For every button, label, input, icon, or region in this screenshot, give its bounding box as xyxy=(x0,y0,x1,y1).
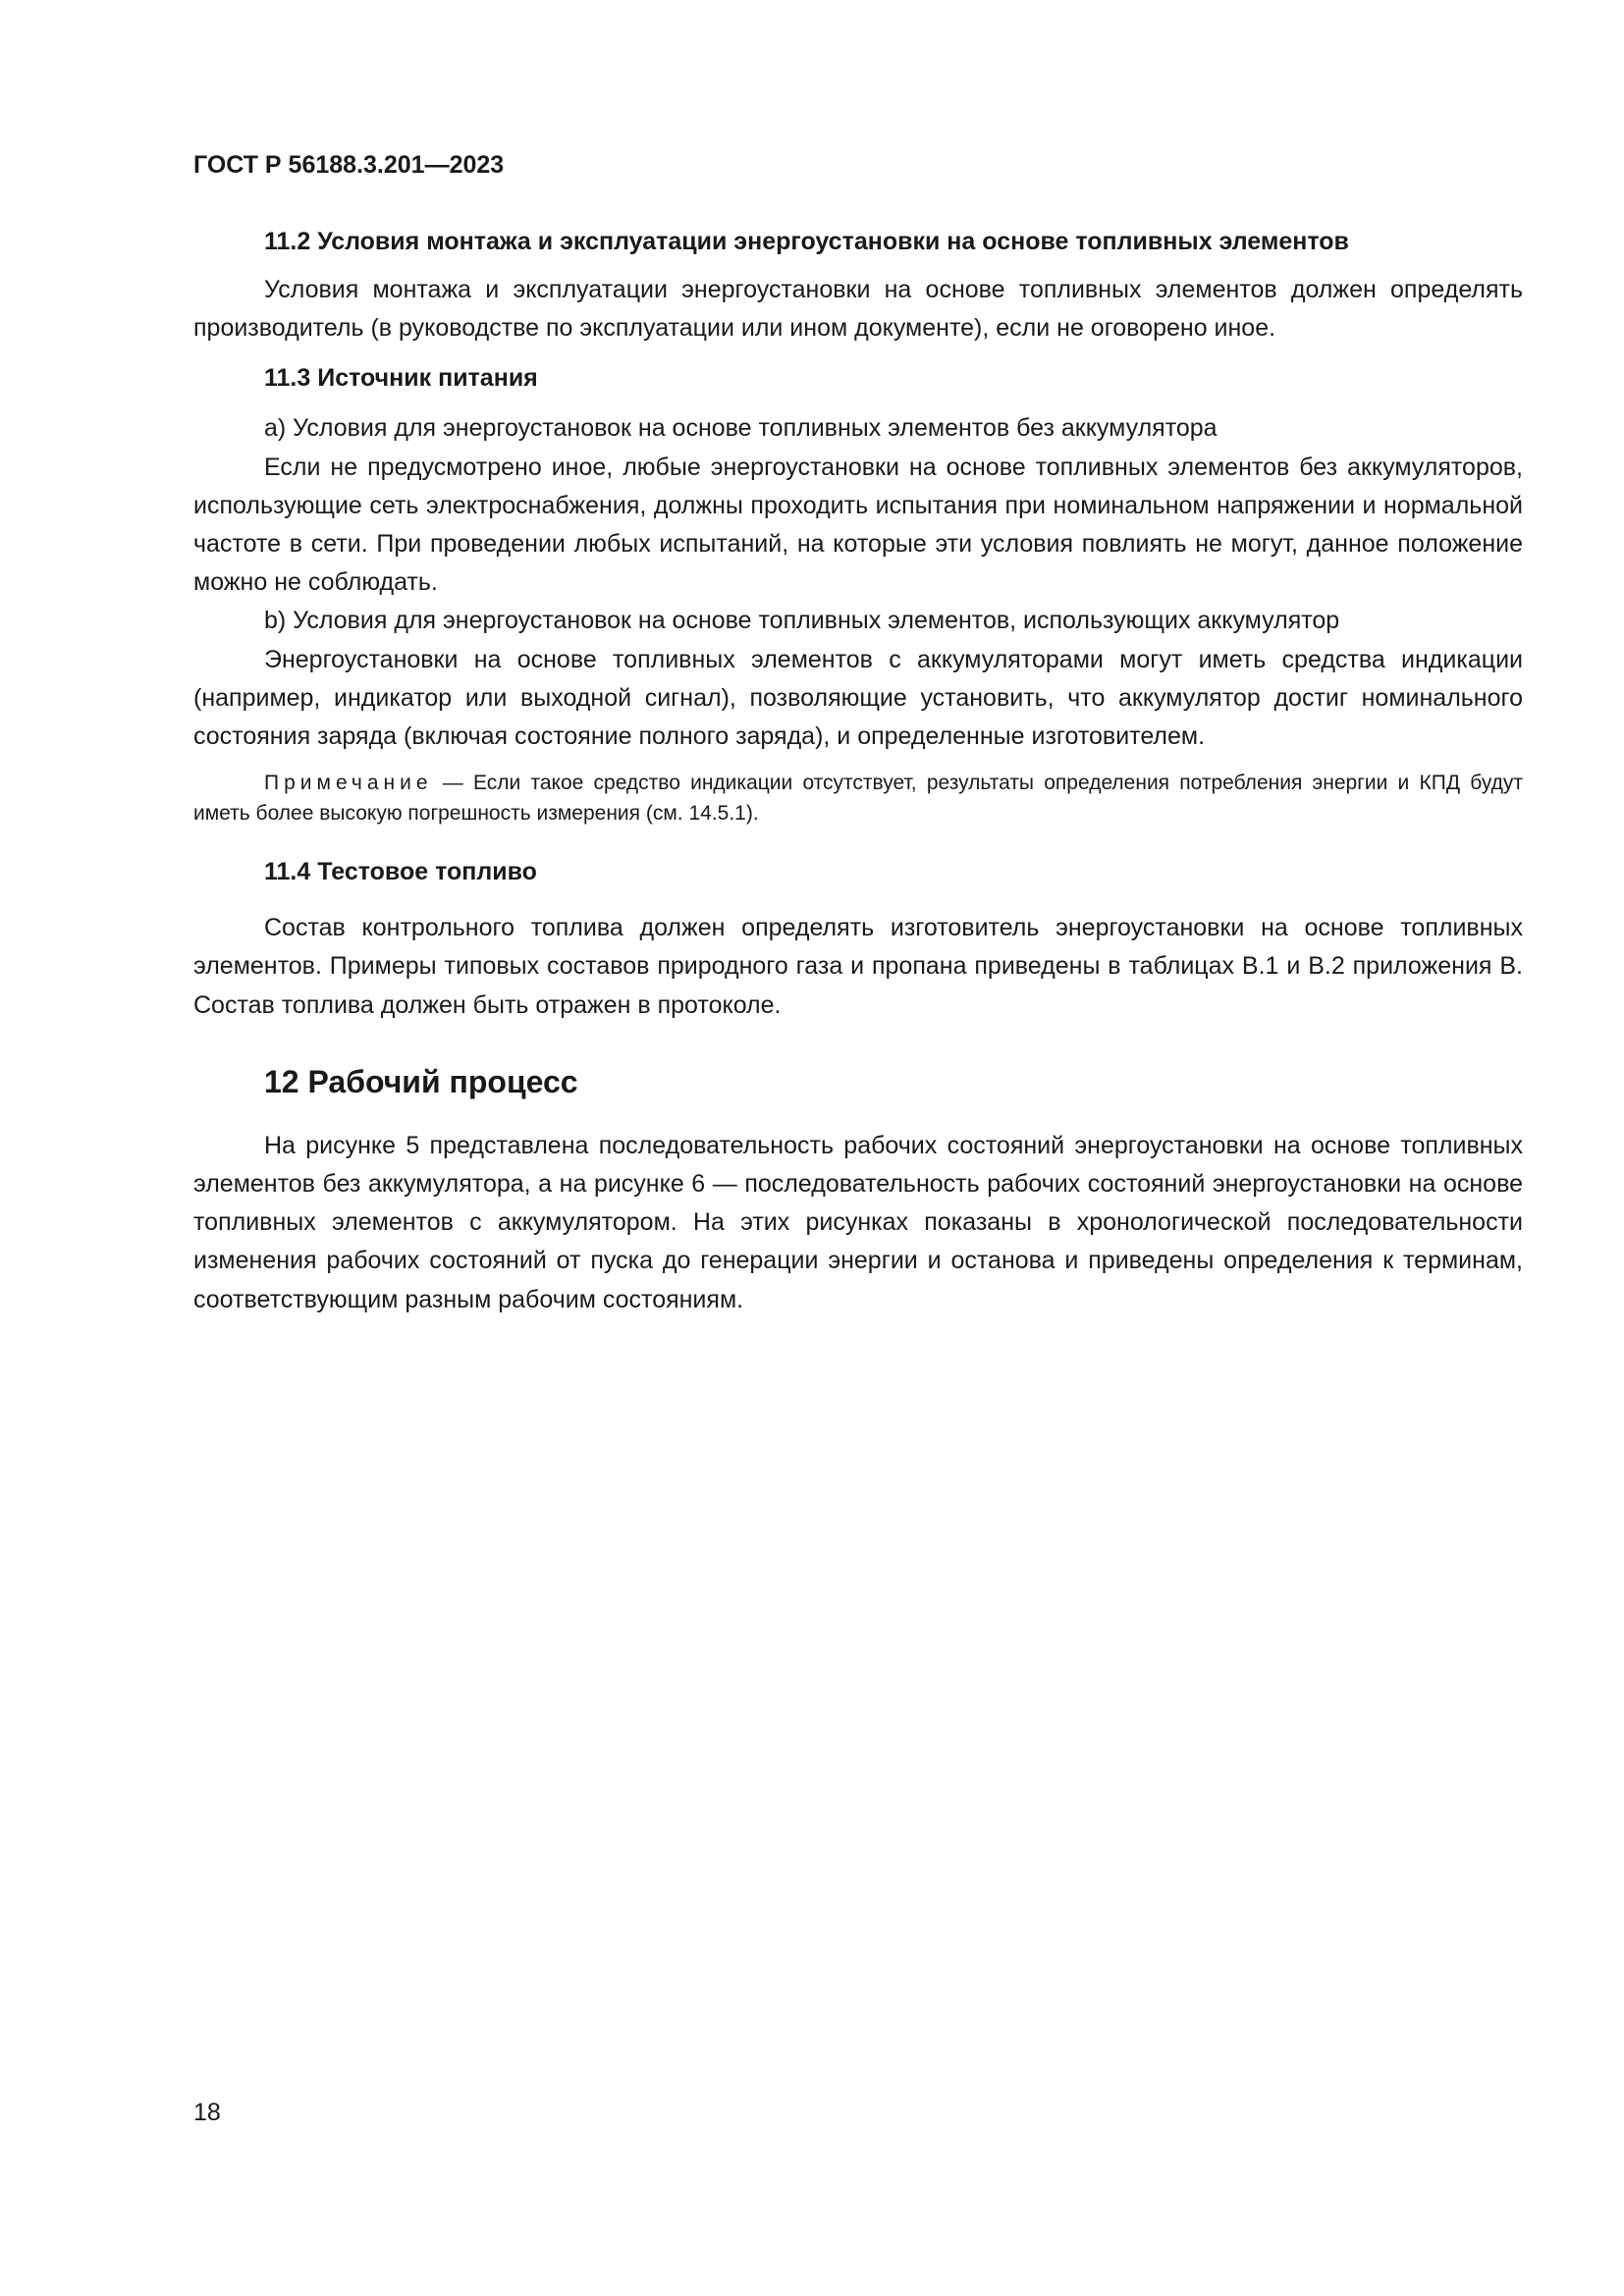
section-11-2-paragraph: Условия монтажа и эксплуатации энергоустановки на основе топливных элементов должен определять производитель (в руководстве по эксплуатации или ином документе), если не оговорено иное. xyxy=(193,276,1523,343)
page-number: 18 xyxy=(193,2099,221,2126)
section-11-3-item-b: b) Условия для энергоустановок на основе топливных элементов, использующих аккумулятор xyxy=(264,607,1340,635)
section-11-3-heading: 11.3 Источник питания xyxy=(264,364,538,393)
section-11-3-item-a: a) Условия для энергоустановок на основе топливных элементов без аккумулятора xyxy=(264,414,1218,443)
note-label: Примечание xyxy=(264,772,433,795)
section-11-4-heading: 11.4 Тестовое топливо xyxy=(264,858,537,886)
section-11-3-paragraph-a: Если не предусмотрено иное, любые энергоустановки на основе топливных элементов без аккумуляторов, использующие сеть электроснабжения, должны проходить испытания при номинальном напряжении и нормальной частоте в сети. При проведении любых испытаний, на которые эти условия повлиять не могут, данное положение можно не соблюдать. xyxy=(193,453,1523,597)
section-11-3-note xyxy=(193,768,1523,828)
document-code-header: ГОСТ Р 56188.3.201—2023 xyxy=(193,151,505,179)
note-text: — Если такое средство индикации отсутствует, результаты определения потребления энергии и КПД будут иметь более высокую погрешность измерения (см. 14.5.1). xyxy=(193,772,1523,826)
section-11-2-heading: 11.2 Условия монтажа и эксплуатации энергоустановки на основе топливных элементов xyxy=(264,228,1349,255)
page-content xyxy=(193,224,1523,1319)
section-11-3-paragraph-b: Энергоустановки на основе топливных элементов с аккумуляторами могут иметь средства индикации (например, индикатор или выходной сигнал), позволяющие установить, что аккумулятор достиг номинального состояния заряда (включая состояние полного заряда), и определенные изготовителем. xyxy=(193,645,1523,751)
section-12-heading: 12 Рабочий процесс xyxy=(264,1063,578,1099)
section-12-paragraph: На рисунке 5 представлена последовательность рабочих состояний энергоустановки на основе топливных элементов без аккумулятора, а на рисунке 6 — последовательность рабочих состояний энергоустановки на основе топливных элементов с аккумулятором. На этих рисунках показаны в хронологической последовательности изменения рабочих состояний от пуска до генерации энергии и останова и приведены определения к терминам, соответствующим разным рабочим состояниям. xyxy=(193,1131,1523,1313)
section-11-4-paragraph: Состав контрольного топлива должен определять изготовитель энергоустановки на основе топливных элементов. Примеры типовых составов природного газа и пропана приведены в таблицах В.1 и В.2 приложения В. Состав топлива должен быть отражен в протоколе. xyxy=(193,914,1523,1019)
